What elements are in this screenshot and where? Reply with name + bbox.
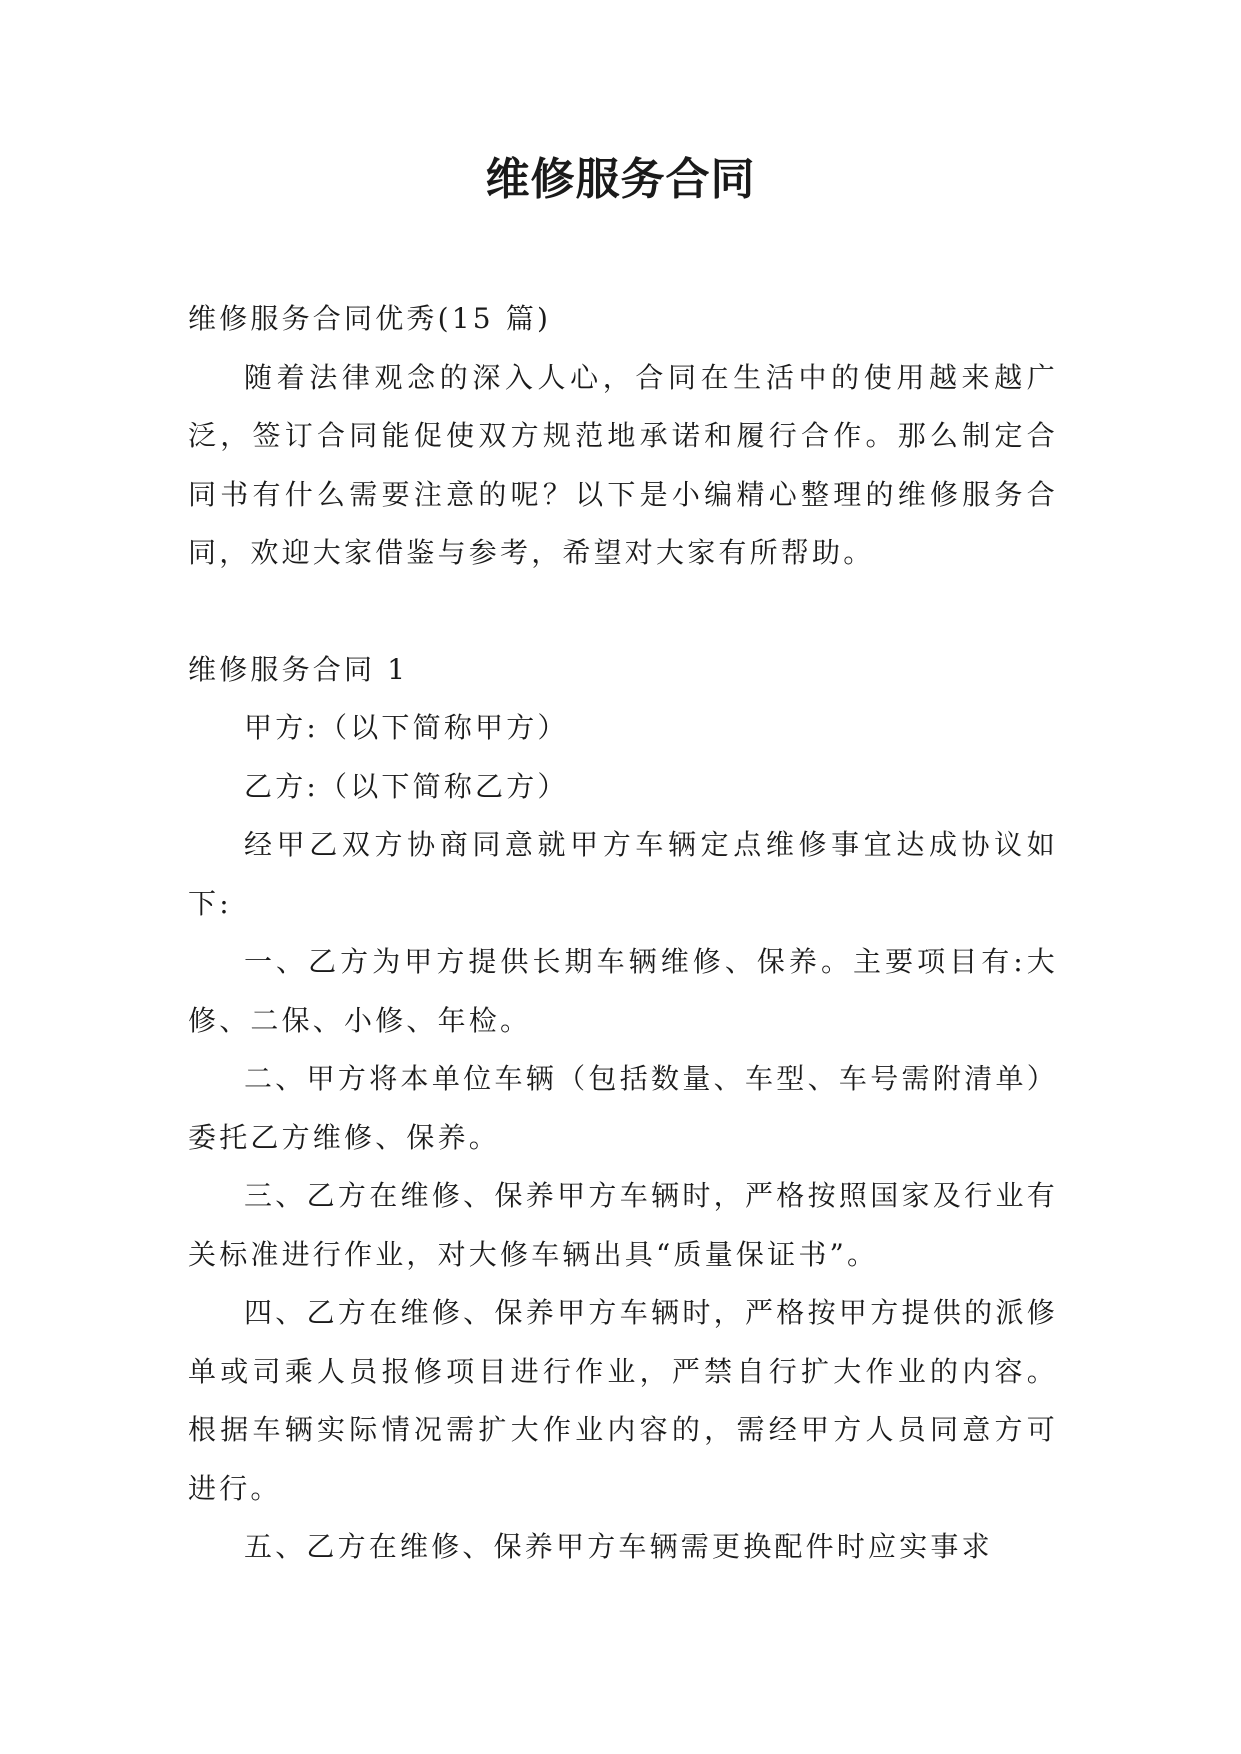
- clause-4: 四、乙方在维修、保养甲方车辆时，严格按甲方提供的派修单或司乘人员报修项目进行作业，严禁自行扩大作业的内容。根据车辆实际情况需扩大作业内容的，需经甲方人员同意方可进行。: [188, 1296, 1058, 1505]
- section-heading: 维修服务合同 1: [188, 652, 409, 686]
- agreement-paragraph: 经甲乙双方协商同意就甲方车辆定点维修事宜达成协议如下:: [188, 828, 1058, 920]
- paragraph-spacer: [188, 583, 1058, 641]
- clause-5: 五、乙方在维修、保养甲方车辆需更换配件时应实事求: [244, 1530, 993, 1563]
- document-body: [188, 290, 1058, 1577]
- clause-3: 三、乙方在维修、保养甲方车辆时，严格按照国家及行业有关标准进行作业，对大修车辆出具“质量保证书”。: [188, 1179, 1058, 1271]
- document-title: 维修服务合同: [485, 154, 756, 205]
- party-b-line: 乙方:（以下简称乙方）: [244, 769, 569, 803]
- document-subtitle: 维修服务合同优秀(15 篇): [188, 302, 552, 335]
- clause-2: 二、甲方将本单位车辆（包括数量、车型、车号需附清单）委托乙方维修、保养。: [188, 1062, 1058, 1154]
- clause-1: 一、乙方为甲方提供长期车辆维修、保养。主要项目有:大修、二保、小修、年检。: [188, 945, 1058, 1037]
- party-a-line: 甲方:（以下简称甲方）: [244, 711, 569, 744]
- intro-paragraph: 随着法律观念的深入人心，合同在生活中的使用越来越广泛，签订合同能促使双方规范地承诺和履行合作。那么制定合同书有什么需要注意的呢？以下是小编精心整理的维修服务合同，欢迎大家借鉴与参考，希望对大家有所帮助。: [188, 360, 1058, 569]
